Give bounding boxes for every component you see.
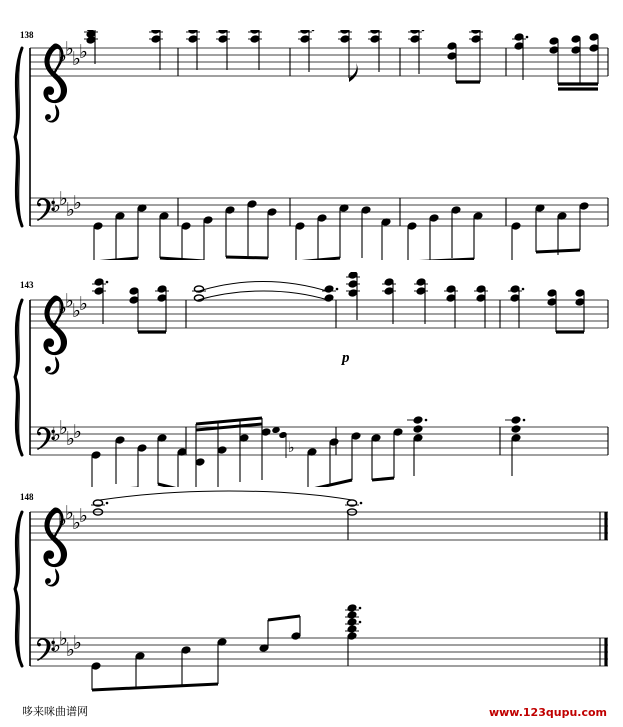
svg-text:♭: ♭ bbox=[52, 195, 61, 217]
measure-number-143: 143 bbox=[20, 280, 34, 290]
svg-text:♭: ♭ bbox=[79, 41, 88, 63]
svg-text:♭: ♭ bbox=[58, 509, 67, 531]
svg-text:♭: ♭ bbox=[72, 48, 81, 70]
svg-text:♭: ♭ bbox=[79, 505, 88, 527]
svg-text:♭: ♭ bbox=[72, 300, 81, 322]
svg-text:♭: ♭ bbox=[52, 635, 61, 657]
svg-text:♭: ♭ bbox=[58, 297, 67, 319]
svg-text:♭: ♭ bbox=[52, 424, 61, 446]
dynamic-piano: p bbox=[342, 350, 350, 366]
svg-text:♭: ♭ bbox=[59, 628, 68, 650]
svg-text:♭: ♭ bbox=[59, 188, 68, 210]
slur bbox=[100, 491, 352, 500]
svg-text:♭: ♭ bbox=[65, 38, 74, 60]
svg-text:♭: ♭ bbox=[79, 293, 88, 315]
svg-text:♭: ♭ bbox=[66, 428, 75, 450]
system-3 bbox=[0, 490, 623, 700]
system-2-staves bbox=[0, 272, 623, 487]
svg-text:♭: ♭ bbox=[72, 512, 81, 534]
system-1-staves bbox=[0, 30, 623, 260]
svg-text:♭: ♭ bbox=[66, 199, 75, 221]
svg-text:♭: ♭ bbox=[59, 417, 68, 439]
measure-number-148: 148 bbox=[20, 492, 34, 502]
flat-sign: ♭ bbox=[58, 45, 67, 67]
svg-text:♭: ♭ bbox=[65, 502, 74, 524]
system-3-staves bbox=[0, 490, 623, 700]
system-2 bbox=[0, 272, 623, 487]
svg-text:♭: ♭ bbox=[73, 192, 82, 214]
slur bbox=[196, 282, 330, 293]
measure-number-138: 138 bbox=[20, 30, 34, 40]
svg-text:♭: ♭ bbox=[73, 421, 82, 443]
svg-text:♭: ♭ bbox=[288, 440, 295, 456]
svg-text:♭: ♭ bbox=[66, 639, 75, 661]
svg-text:♭: ♭ bbox=[65, 290, 74, 312]
system-1 bbox=[0, 30, 623, 260]
footer-site-name-cn: 哆来咪曲谱网 bbox=[22, 705, 88, 718]
svg-text:♭: ♭ bbox=[73, 632, 82, 654]
footer-site-url: www.123qupu.com bbox=[488, 706, 607, 719]
